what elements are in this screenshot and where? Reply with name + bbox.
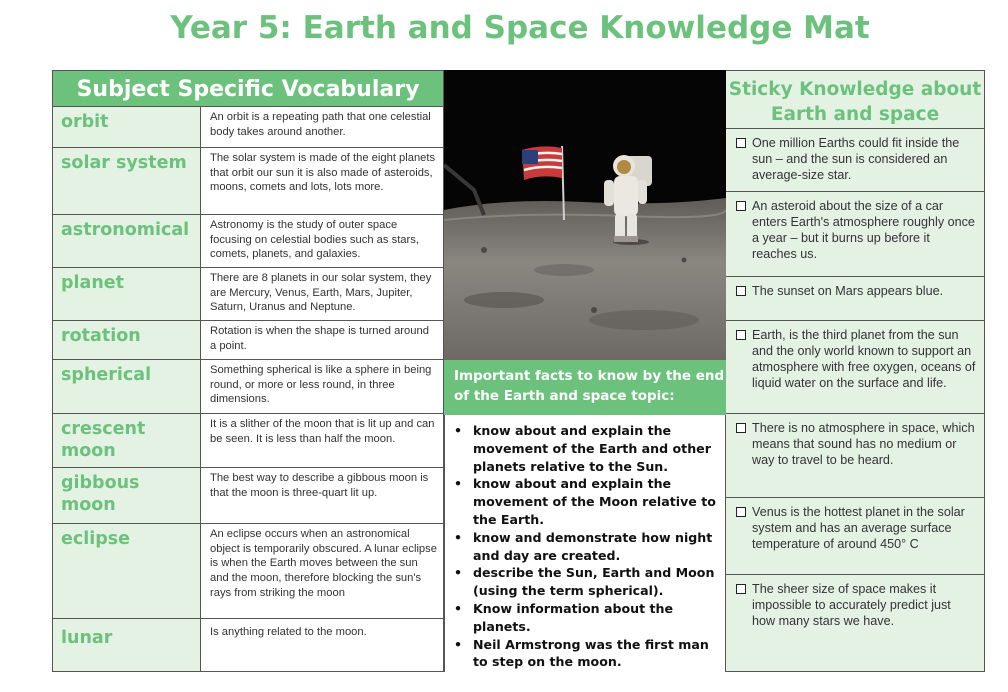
sticky-item xyxy=(726,414,985,498)
vocab-term: gibbous moon xyxy=(53,468,201,523)
facts-heading: Important facts to know by the end of the Earth and space topic: xyxy=(444,360,726,415)
sticky-text: There is no atmosphere in space, which means that sound has no medium or way to travel to be heard. xyxy=(752,421,975,467)
checkbox-icon xyxy=(736,423,746,433)
vocab-row xyxy=(52,148,444,215)
sticky-item xyxy=(726,575,985,672)
sticky-text: The sheer size of space makes it impossible to accurately predict just how many stars we have. xyxy=(752,582,951,628)
moon-landing-illustration xyxy=(444,70,726,360)
vocab-row xyxy=(52,268,444,321)
sticky-heading: Sticky Knowledge about Earth and space xyxy=(726,70,985,129)
fact-item: • know about and explain the movement of the Earth and other planets relative to the Sun. xyxy=(453,422,719,475)
fact-item: • know about and explain the movement of the Moon relative to the Earth. xyxy=(453,475,719,528)
vocab-term: orbit xyxy=(53,107,201,147)
sticky-text: One million Earths could fit inside the sun – and the sun is considered an average-size star. xyxy=(752,136,960,182)
vocab-definition: It is a slither of the moon that is lit up and can be seen. It is less than half the moon. xyxy=(201,414,443,467)
checkbox-icon xyxy=(736,584,746,594)
checkbox-icon xyxy=(736,138,746,148)
vocab-row xyxy=(52,321,444,360)
vocab-row xyxy=(52,360,444,414)
vocab-definition: Is anything related to the moon. xyxy=(201,619,443,671)
sticky-item xyxy=(726,321,985,414)
fact-item: • Neil Armstrong was the first man to step on the moon. xyxy=(453,636,719,672)
sticky-text: Venus is the hottest planet in the solar system and has an average surface temperature of around 450° C xyxy=(752,505,965,551)
vocabulary-heading: Subject Specific Vocabulary xyxy=(52,70,444,107)
vocab-term: eclipse xyxy=(53,524,201,618)
checkbox-icon xyxy=(736,330,746,340)
checkbox-icon xyxy=(736,286,746,296)
vocab-definition: Astronomy is the study of outer space focusing on celestial bodies such as stars, comets, planets, and galaxies. xyxy=(201,215,443,267)
fact-item: • describe the Sun, Earth and Moon (using the term spherical). xyxy=(453,564,719,600)
vocab-term: crescent moon xyxy=(53,414,201,467)
vocab-term: solar system xyxy=(53,148,201,214)
vocab-definition: An eclipse occurs when an astronomical object is temporarily obscured. A lunar eclipse is when the Earth moves between the sun and the moon, therefore blocking the sun's rays from striking the moon xyxy=(201,524,443,618)
fact-item: • Know information about the planets. xyxy=(453,600,719,636)
vocab-term: spherical xyxy=(53,360,201,413)
fact-item: • know and demonstrate how night and day are created. xyxy=(453,529,719,565)
vocab-definition: An orbit is a repeating path that one celestial body takes around another. xyxy=(201,107,443,147)
vocab-term: rotation xyxy=(53,321,201,359)
vocab-term: astronomical xyxy=(53,215,201,267)
facts-list xyxy=(444,415,726,672)
vocab-term: planet xyxy=(53,268,201,320)
vocab-row xyxy=(52,524,444,619)
sticky-text: The sunset on Mars appears blue. xyxy=(752,284,944,298)
vocab-definition: The solar system is made of the eight planets that orbit our sun it is also made of asteroids, moons, comets and lots, lots more. xyxy=(201,148,443,214)
sticky-item xyxy=(726,192,985,277)
vocab-term: lunar xyxy=(53,619,201,671)
page-title: Year 5: Earth and Space Knowledge Mat xyxy=(170,10,870,46)
flag-icon xyxy=(522,146,562,180)
vocab-definition: The best way to describe a gibbous moon is that the moon is three-quart lit up. xyxy=(201,468,443,523)
checkbox-icon xyxy=(736,507,746,517)
vocab-row xyxy=(52,468,444,524)
vocab-row xyxy=(52,215,444,268)
sticky-text: Earth, is the third planet from the sun and the only world known to support an atmosphere with free oxygen, oceans of liquid water on the surface and life. xyxy=(752,328,976,390)
vocab-definition: Rotation is when the shape is turned around a point. xyxy=(201,321,443,359)
vocab-definition: There are 8 planets in our solar system, they are Mercury, Venus, Earth, Mars, Jupiter, Saturn, Uranus and Neptune. xyxy=(201,268,443,320)
sticky-item xyxy=(726,129,985,192)
sticky-text: An asteroid about the size of a car enters Earth's atmosphere roughly once a year – but it burns up before it reaches us. xyxy=(752,199,975,261)
vocab-row xyxy=(52,107,444,148)
vocab-row xyxy=(52,619,444,672)
sticky-item xyxy=(726,498,985,575)
sticky-item xyxy=(726,277,985,321)
vocab-row xyxy=(52,414,444,468)
moon-landing-photo xyxy=(444,70,726,360)
vocab-definition: Something spherical is like a sphere in being round, or more or less round, in three dimensions. xyxy=(201,360,443,413)
checkbox-icon xyxy=(736,201,746,211)
